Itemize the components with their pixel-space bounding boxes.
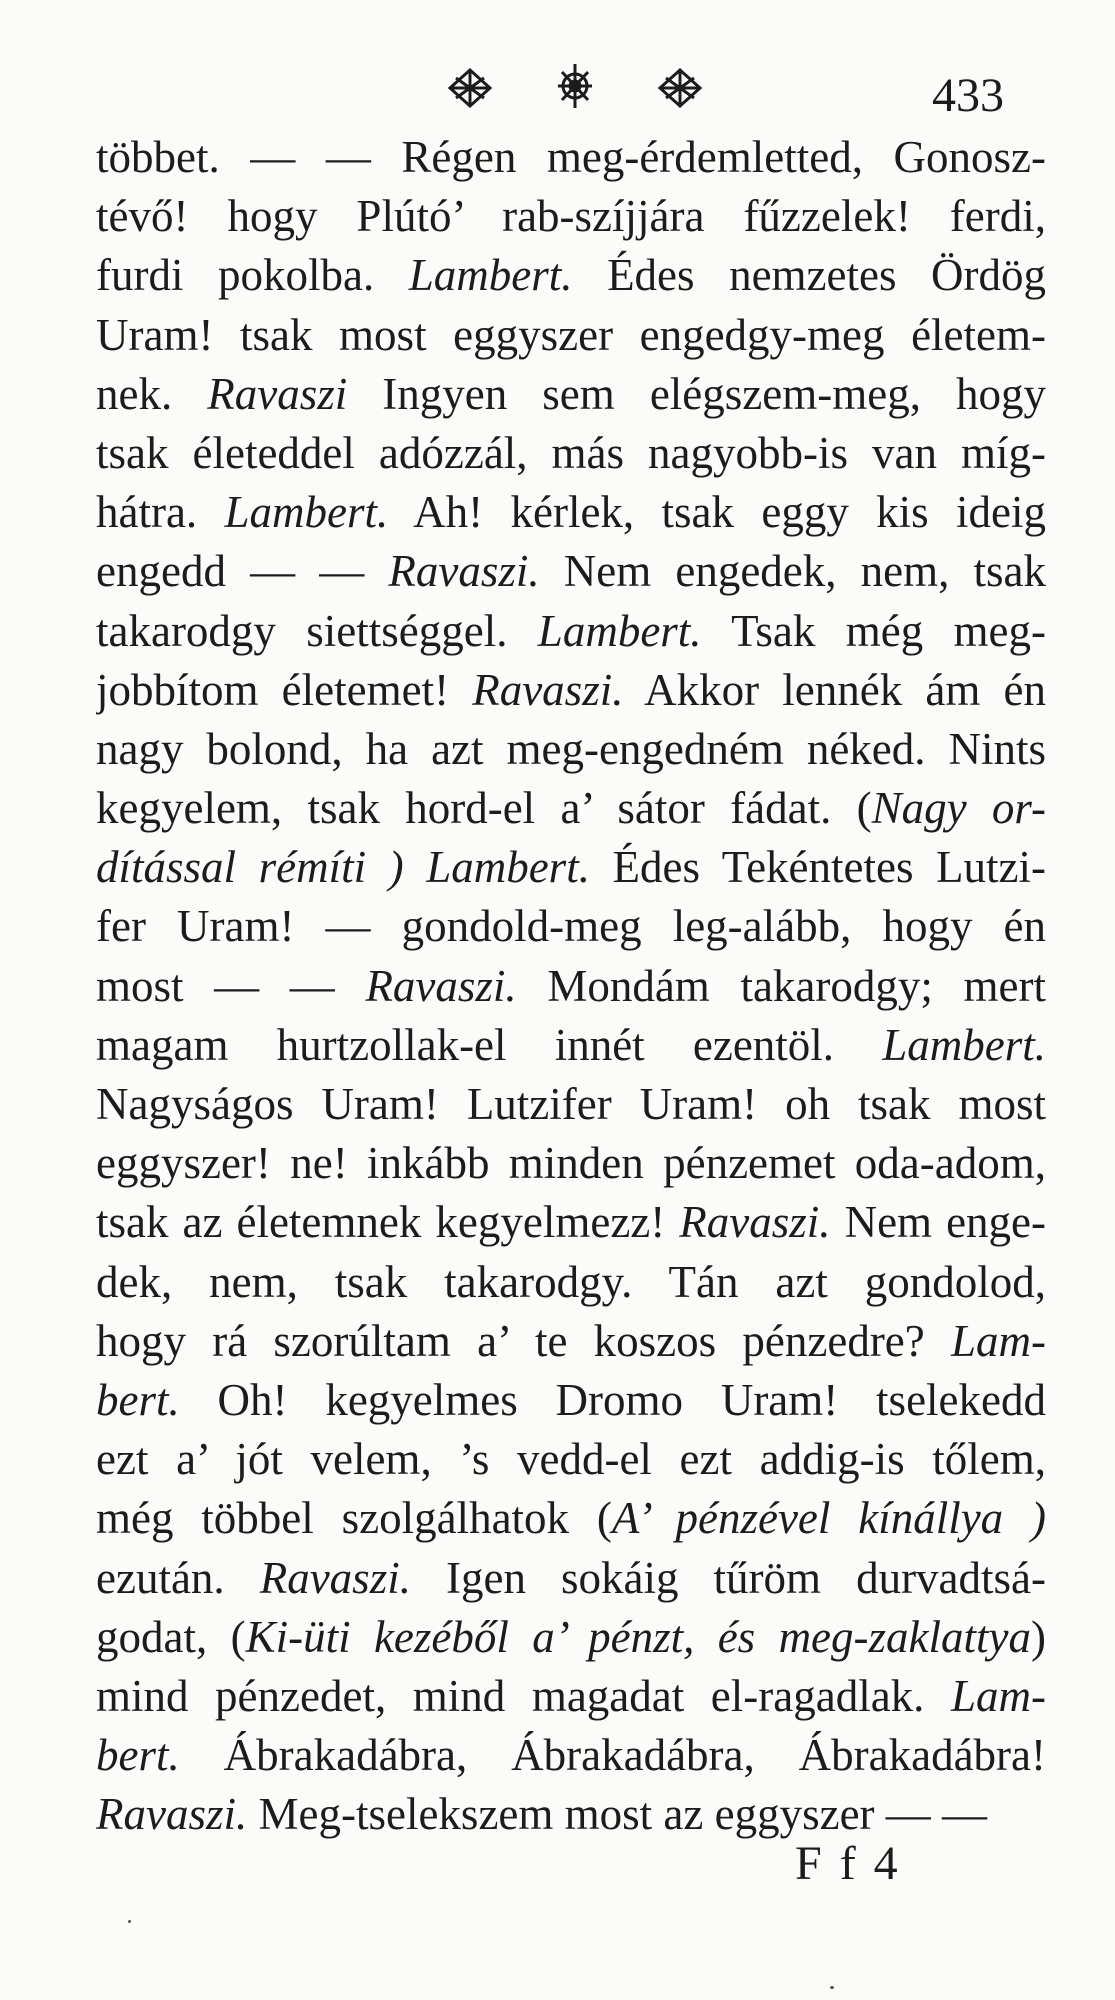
text-line — [96, 1075, 1046, 1134]
text-segment: godat, ( — [96, 1611, 246, 1662]
text-line — [96, 720, 1046, 779]
italic-text-segment: Ki-üti kezéből a’ pénzt, és meg-zaklattya — [245, 1611, 1031, 1662]
text-segment: dek, nem, tsak takarodgy. Tán azt gondolod, — [96, 1256, 1046, 1307]
text-segment: most — — — [96, 960, 366, 1011]
text-segment: Ingyen sem elégszem-meg, hogy — [347, 368, 1046, 419]
italic-text-segment: Lam- — [950, 1670, 1046, 1721]
text-segment: nek. — [96, 368, 208, 419]
printers-ornament-icon — [440, 58, 710, 118]
text-line — [96, 957, 1046, 1016]
text-line — [96, 483, 1046, 542]
text-line — [96, 1430, 1046, 1489]
ink-speck — [830, 1986, 834, 1989]
text-segment: engedd — — — [96, 546, 389, 597]
italic-text-segment: dítással rémíti ) — [96, 842, 404, 893]
text-segment: tévő! hogy Plútó’ rab-szíjjára fűzzelek! ferdi, — [96, 191, 1046, 242]
text-segment: magam hurtzollak-el innét ezentöl. — [96, 1019, 883, 1070]
text-line — [96, 1134, 1046, 1193]
text-segment: eggyszer! ne! inkább minden pénzemet oda-adom, — [96, 1138, 1046, 1189]
text-line — [96, 246, 1046, 305]
italic-text-segment: bert. — [96, 1374, 180, 1425]
text-segment: Ah! kérlek, tsak eggy kis ideig — [388, 487, 1046, 538]
text-line — [96, 897, 1046, 956]
text-segment: takarodgy siettséggel. — [96, 605, 538, 656]
text-segment: tsak életeddel adózzál, más nagyobb-is van míg- — [96, 427, 1046, 478]
text-line — [96, 1016, 1046, 1075]
text-line — [96, 602, 1046, 661]
text-segment: Édes Tekéntetes Lutzi- — [589, 842, 1046, 893]
text-segment: Nem enge- — [830, 1197, 1046, 1248]
text-segment: jobbítom életemet! — [96, 664, 473, 715]
text-line — [96, 838, 1046, 897]
text-line — [96, 779, 1046, 838]
text-line — [96, 1608, 1046, 1667]
text-line — [96, 1489, 1046, 1548]
text-segment: tsak az életemnek kegyelmezz! — [96, 1197, 680, 1248]
text-line — [96, 1371, 1046, 1430]
text-line — [96, 187, 1046, 246]
text-segment: ezután. — [96, 1552, 260, 1603]
text-segment: ezt a’ jót velem, ’s vedd-el ezt addig-is tőlem, — [96, 1434, 1046, 1485]
text-segment: Tsak még meg- — [701, 605, 1046, 656]
italic-text-segment: Nagy or- — [871, 783, 1046, 834]
italic-text-segment: Lambert. — [537, 605, 702, 656]
ink-speck — [128, 1920, 131, 1923]
text-segment: Meg-tselekszem most az eggyszer — — — [247, 1789, 988, 1840]
italic-text-segment: Ravaszi. — [259, 1552, 411, 1603]
text-segment: Igen sokáig tűröm durvadtsá- — [410, 1552, 1046, 1603]
italic-text-segment: Lambert. — [224, 487, 389, 538]
italic-text-segment: Lambert. — [882, 1019, 1046, 1070]
italic-text-segment: Lam- — [950, 1315, 1046, 1366]
text-segment: Édes nemzetes Ördög — [572, 250, 1046, 301]
italic-text-segment: Ravaszi. — [472, 664, 624, 715]
text-line — [96, 365, 1046, 424]
text-segment: ) — [1031, 1611, 1046, 1662]
italic-text-segment: bert. — [96, 1730, 180, 1781]
text-line — [96, 1785, 1046, 1844]
italic-text-segment: Lambert. — [426, 842, 590, 893]
text-line — [96, 424, 1046, 483]
text-line — [96, 1193, 1046, 1252]
text-line — [96, 1667, 1046, 1726]
text-line — [96, 661, 1046, 720]
italic-text-segment: A’ pénzével kínállya ) — [611, 1493, 1046, 1544]
text-segment: Oh! kegyelmes Dromo Uram! tselekedd — [179, 1374, 1046, 1425]
text-segment: kegyelem, tsak hord-el a’ sátor fádat. ( — [96, 783, 872, 834]
text-segment: furdi pokolba. — [96, 250, 409, 301]
text-line — [96, 128, 1046, 187]
text-segment: Akkor lennék ám én — [623, 664, 1046, 715]
text-segment: mind pénzedet, mind magadat el-ragadlak. — [96, 1670, 951, 1721]
text-line — [96, 1312, 1046, 1371]
text-segment: hátra. — [96, 487, 225, 538]
text-segment: hogy rá szorúltam a’ te koszos pénzedre? — [96, 1315, 951, 1366]
signature-mark: F f 4 — [795, 1837, 901, 1890]
text-line — [96, 1549, 1046, 1608]
text-segment: nagy bolond, ha azt meg-engedném néked. Nints — [96, 723, 1046, 774]
italic-text-segment: Ravaszi. — [96, 1789, 248, 1840]
text-segment: Ábrakadábra, Ábrakadábra, Ábrakadábra! — [179, 1730, 1046, 1781]
page-number: 433 — [932, 69, 1004, 122]
text-line — [96, 1726, 1046, 1785]
italic-text-segment: Ravaszi. — [388, 546, 540, 597]
body-text — [96, 128, 1046, 1844]
italic-text-segment: Ravaszi — [207, 368, 348, 419]
text-segment: Nem engedek, nem, tsak — [539, 546, 1046, 597]
text-line — [96, 542, 1046, 601]
text-line — [96, 306, 1046, 365]
text-segment: még többel szolgálhatok ( — [96, 1493, 612, 1544]
italic-text-segment: Ravaszi. — [679, 1197, 831, 1248]
text-line — [96, 1253, 1046, 1312]
text-segment — [404, 842, 427, 892]
text-segment: Nagyságos Uram! Lutzifer Uram! oh tsak most — [96, 1079, 1046, 1129]
italic-text-segment: Ravaszi. — [365, 960, 517, 1011]
text-segment: Mondám takarodgy; mert — [516, 960, 1046, 1011]
text-segment: többet. — — Régen meg-érdemletted, Gonosz- — [96, 132, 1046, 182]
text-segment: fer Uram! — gondold-meg leg-alább, hogy én — [96, 901, 1046, 952]
italic-text-segment: Lambert. — [408, 250, 573, 301]
text-segment: Uram! tsak most eggyszer engedgy-meg életem- — [96, 309, 1046, 360]
